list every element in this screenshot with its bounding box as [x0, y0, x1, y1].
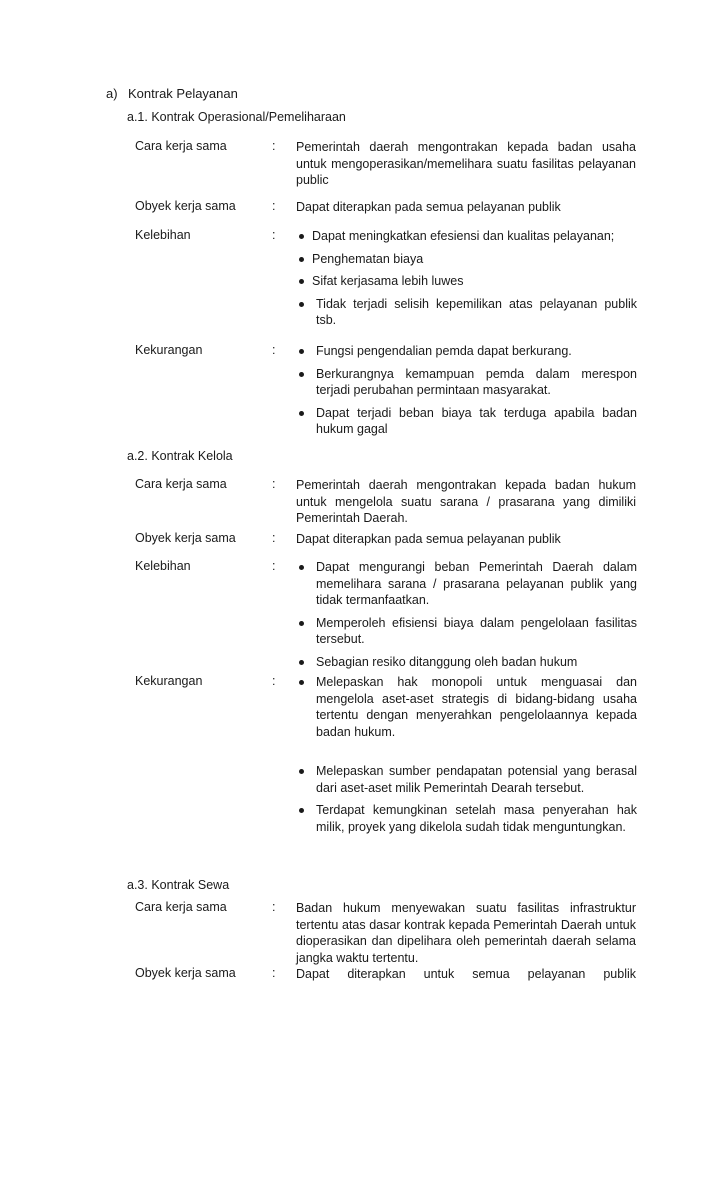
list-item: Sifat kerjasama lebih luwes	[296, 273, 637, 290]
section-title-a2: a.2. Kontrak Kelola	[127, 449, 233, 463]
bullet-icon	[299, 279, 304, 284]
list-item: Melepaskan sumber pendapatan potensial yang berasal dari aset-aset milik Pemerintah Dearah tersebut.	[296, 763, 637, 796]
bullet-icon	[299, 257, 304, 262]
bullet-icon	[299, 621, 304, 626]
value-cara: Pemerintah daerah mengontrakan kepada badan hukum untuk mengelola suatu sarana / prasarana yang dimiliki Pemerintah Daerah.	[296, 478, 636, 525]
list-item: Fungsi pengendalian pemda dapat berkurang.	[296, 343, 637, 360]
bullet-icon	[299, 372, 304, 377]
colon: :	[272, 674, 276, 688]
colon: :	[272, 343, 276, 357]
section-title-a3: a.3. Kontrak Sewa	[127, 878, 230, 892]
colon: :	[272, 559, 276, 573]
colon: :	[272, 477, 276, 491]
kekurangan-list	[296, 674, 637, 835]
label-kelebihan: Kelebihan	[135, 559, 191, 573]
list-item: Memperoleh efisiensi biaya dalam pengelolaan fasilitas tersebut.	[296, 615, 637, 648]
bullet-icon	[299, 349, 304, 354]
value-cara: Badan hukum menyewakan suatu fasilitas infrastruktur tertentu atas dasar kontrak kepada Pemerintah Daerah untuk dioperasikan dan dipelihara oleh pemerintah daerah selama jangka waktu tertentu.	[296, 901, 636, 965]
list-item: Dapat mengurangi beban Pemerintah Daerah dalam memelihara sarana / prasarana pelayanan publik yang tidak termanfaatkan.	[296, 559, 637, 609]
value-obyek: Dapat diterapkan untuk semua pelayanan publik	[296, 967, 636, 981]
label-kekurangan: Kekurangan	[135, 343, 203, 357]
value-cara: Pemerintah daerah mengontrakan kepada badan usaha untuk mengoperasikan/memelihara suatu fasilitas pelayanan public	[296, 140, 636, 187]
kelebihan-list	[296, 559, 637, 670]
label-kekurangan: Kekurangan	[135, 674, 203, 688]
bullet-icon	[299, 660, 304, 665]
list-item: Melepaskan hak monopoli untuk menguasai dan mengelola aset-aset strategis di bidang-bidang usaha tertentu dengan menyerahkan pengelolaannya kepada badan hukum.	[296, 674, 637, 740]
colon: :	[272, 900, 276, 914]
label-cara: Cara kerja sama	[135, 900, 227, 914]
colon: :	[272, 228, 276, 242]
label-cara: Cara kerja sama	[135, 477, 227, 491]
label-obyek: Obyek kerja sama	[135, 531, 236, 545]
label-obyek: Obyek kerja sama	[135, 966, 236, 980]
kekurangan-list	[296, 343, 637, 438]
bullet-icon	[299, 302, 304, 307]
bullet-icon	[299, 769, 304, 774]
list-item: Dapat terjadi beban biaya tak terduga apabila badan hukum gagal	[296, 405, 637, 438]
heading-letter: a)	[106, 86, 118, 101]
list-item: Dapat meningkatkan efesiensi dan kualitas pelayanan;	[296, 228, 637, 245]
bullet-icon	[299, 234, 304, 239]
label-kelebihan: Kelebihan	[135, 228, 191, 242]
colon: :	[272, 199, 276, 213]
list-item: Penghematan biaya	[296, 251, 637, 268]
value-obyek: Dapat diterapkan pada semua pelayanan publik	[296, 200, 561, 214]
kelebihan-list	[296, 228, 637, 329]
bullet-icon	[299, 680, 304, 685]
colon: :	[272, 531, 276, 545]
value-obyek: Dapat diterapkan pada semua pelayanan publik	[296, 532, 561, 546]
list-item: Terdapat kemungkinan setelah masa penyerahan hak milik, proyek yang dikelola sudah tidak menguntungkan.	[296, 802, 637, 835]
label-obyek: Obyek kerja sama	[135, 199, 236, 213]
section-title-a1: a.1. Kontrak Operasional/Pemeliharaan	[127, 110, 346, 124]
colon: :	[272, 139, 276, 153]
bullet-icon	[299, 808, 304, 813]
list-item: Berkurangnya kemampuan pemda dalam merespon terjadi perubahan permintaan masyarakat.	[296, 366, 637, 399]
main-heading	[106, 86, 238, 101]
bullet-icon	[299, 565, 304, 570]
label-cara: Cara kerja sama	[135, 139, 227, 153]
list-item: Sebagian resiko ditanggung oleh badan hukum	[296, 654, 637, 671]
colon: :	[272, 966, 276, 980]
list-item: Tidak terjadi selisih kepemilikan atas pelayanan publik tsb.	[296, 296, 637, 329]
heading-title: Kontrak Pelayanan	[128, 86, 238, 101]
bullet-icon	[299, 411, 304, 416]
